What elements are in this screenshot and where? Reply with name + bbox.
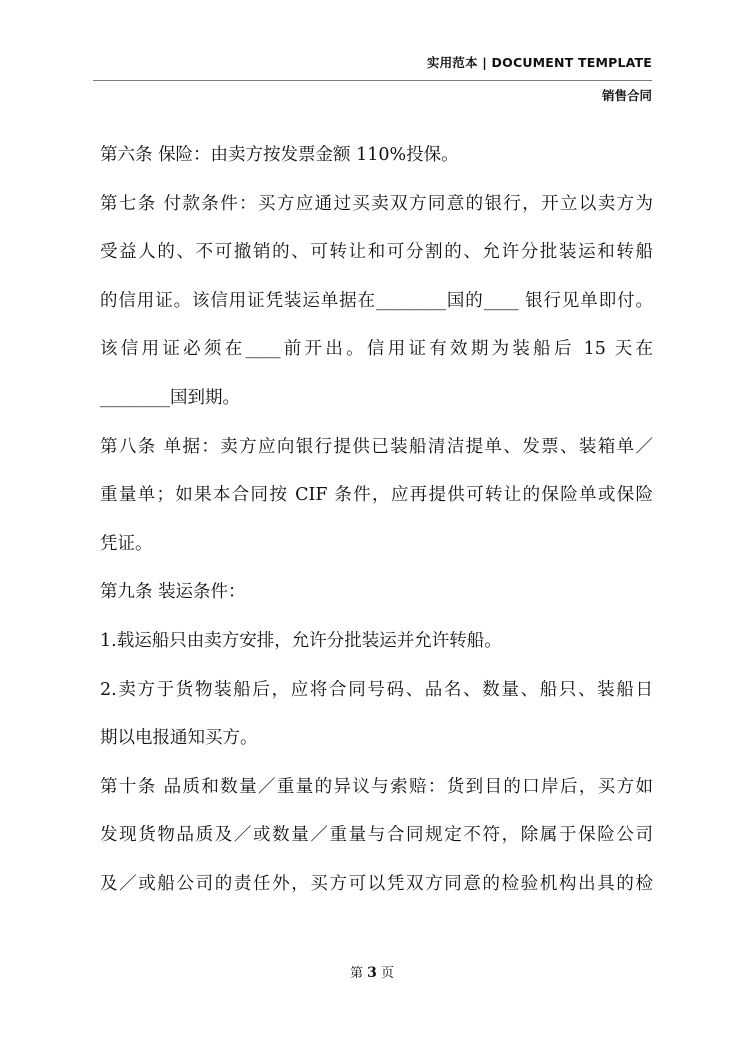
text-line: 期以电报通知买方。: [100, 728, 258, 749]
text-line: 及／或船公司的责任外，买方可以凭双方同意的检验机构出具的检: [100, 873, 653, 894]
text-line: 第九条 装运条件：: [100, 582, 246, 603]
page-prefix: 第: [349, 966, 363, 981]
header-subtitle: 销售合同: [601, 88, 652, 103]
text-line: 发现货物品质及／或数量／重量与合同规定不符，除属于保险公司: [100, 825, 653, 846]
text-line: 凭证。: [100, 533, 153, 554]
text-line: 第八条 单据：卖方应向银行提供已装船清洁提单、发票、装箱单／: [100, 436, 653, 457]
page-number-value: 3: [367, 965, 377, 981]
header-title: 实用范本 | DOCUMENT TEMPLATE: [426, 55, 652, 70]
text-line: 重量单；如果本合同按 CIF 条件，应再提供可转让的保险单或保险: [100, 485, 653, 506]
page-number: [0, 962, 744, 981]
text-line: 第六条 保险：由卖方按发票金额 110%投保。: [100, 145, 459, 165]
text-line: ________国到期。: [100, 387, 240, 408]
document-body: [100, 131, 653, 909]
text-line: 受益人的、不可撤销的、可转让和可分割的、允许分批装运和转船: [100, 242, 653, 263]
text-line: 的信用证。该信用证凭装运单据在________国的____ 银行见单即付。: [100, 290, 653, 311]
text-line: 1.载运船只由卖方安排，允许分批装运并允许转船。: [100, 630, 502, 651]
text-line: 第十条 品质和数量／重量的异议与索赔：货到目的口岸后，买方如: [100, 776, 653, 797]
text-line: 该信用证必须在____前开出。信用证有效期为装船后 15 天在: [100, 339, 653, 360]
text-line: 第七条 付款条件：买方应通过买卖双方同意的银行，开立以卖方为: [100, 193, 653, 214]
text-line: 2.卖方于货物装船后，应将合同号码、品名、数量、船只、装船日: [100, 679, 653, 700]
page-suffix: 页: [381, 966, 395, 981]
header-divider: [93, 80, 652, 81]
